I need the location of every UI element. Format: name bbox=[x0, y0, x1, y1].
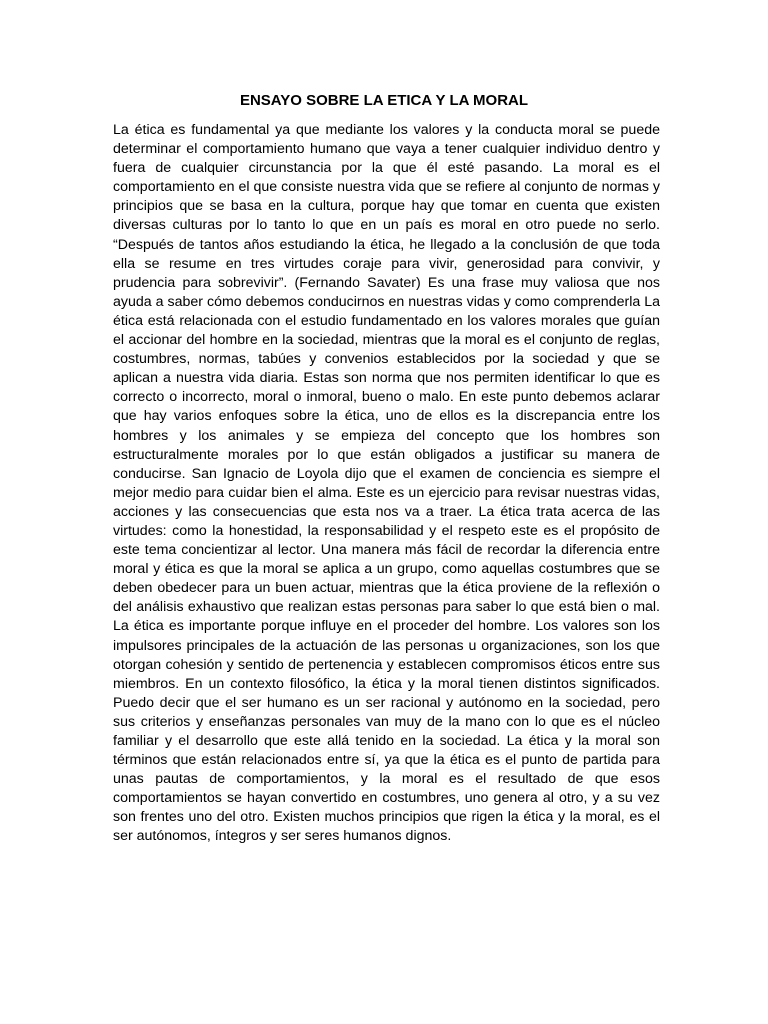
document-title: ENSAYO SOBRE LA ETICA Y LA MORAL bbox=[239, 92, 529, 109]
document-body-paragraph: La ética es fundamental ya que mediante los valores y la conducta moral se puede determinar el comportamiento humano que vaya a tener cualquier individuo dentro y fuera de cualquier circunstancia por la que él esté pasando. La moral es el comportamiento en el que consiste nuestra vida que se refiere al conjunto de normas y principios que se basa en la cultura, porque hay que tomar en cuenta que existen diversas culturas por lo tanto lo que en un país es moral en otro puede no serlo. “Después de tantos años estudiando la ética, he llegado a la conclusión de que toda ella se resume en tres virtudes coraje para vivir, generosidad para convivir, y prudencia para sobrevivir”. (Fernando Savater) Es una frase muy valiosa que nos ayuda a saber cómo debemos conducirnos en nuestras vidas y como comprenderla La ética está relacionada con el estudio fundamentado en los valores morales que guían el accionar del hombre en la sociedad, mientras que la moral es el conjunto de reglas, costumbres, normas, tabúes y convenios establecidos por la sociedad y que se aplican a nuestra vida diaria. Estas son norma que nos permiten identificar lo que es correcto o incorrecto, moral o inmoral, bueno o malo. En este punto debemos aclarar que hay varios enfoques sobre la ética, uno de ellos es la discrepancia entre los hombres y los animales y se empieza del concepto que los hombres son estructuralmente morales por lo que están obligados a justificar su manera de conducirse. San Ignacio de Loyola dijo que el examen de conciencia es siempre el mejor medio para cuidar bien el alma. Este es un ejercicio para revisar nuestras vidas, acciones y las consecuencias que esta nos va a traer. La ética trata acerca de las virtudes: como la honestidad, la responsabilidad y el respeto este es el propósito de este tema concientizar al lector. Una manera más fácil de recordar la diferencia entre moral y ética es que la moral se aplica a un grupo, como aquellas costumbres que se deben obedecer para un buen actuar, mientras que la ética proviene de la reflexión o del análisis exhaustivo que realizan estas personas para saber lo que está bien o mal. La ética es importante porque influye en el proceder del hombre. Los valores son los impulsores principales de la actuación de las personas u organizaciones, son los que otorgan cohesión y sentido de pertenencia y establecen compromisos éticos entre sus miembros. En un contexto filosófico, la ética y la moral tienen distintos significados. Puedo decir que el ser humano es un ser racional y autónomo en la sociedad, pero sus criterios y enseñanzas personales van muy de la mano con lo que es el núcleo familiar y el desarrollo que este allá tenido en la sociedad. La ética y la moral son términos que están relacionados entre sí, ya que la ética es el punto de partida para unas pautas de comportamientos, y la moral es el resultado de que esos comportamientos se hayan convertido en costumbres, uno genera al otro, y a su vez son frentes uno del otro. Existen muchos principios que rigen la ética y la moral, es el ser autónomos, íntegros y ser seres humanos dignos. bbox=[113, 122, 660, 845]
